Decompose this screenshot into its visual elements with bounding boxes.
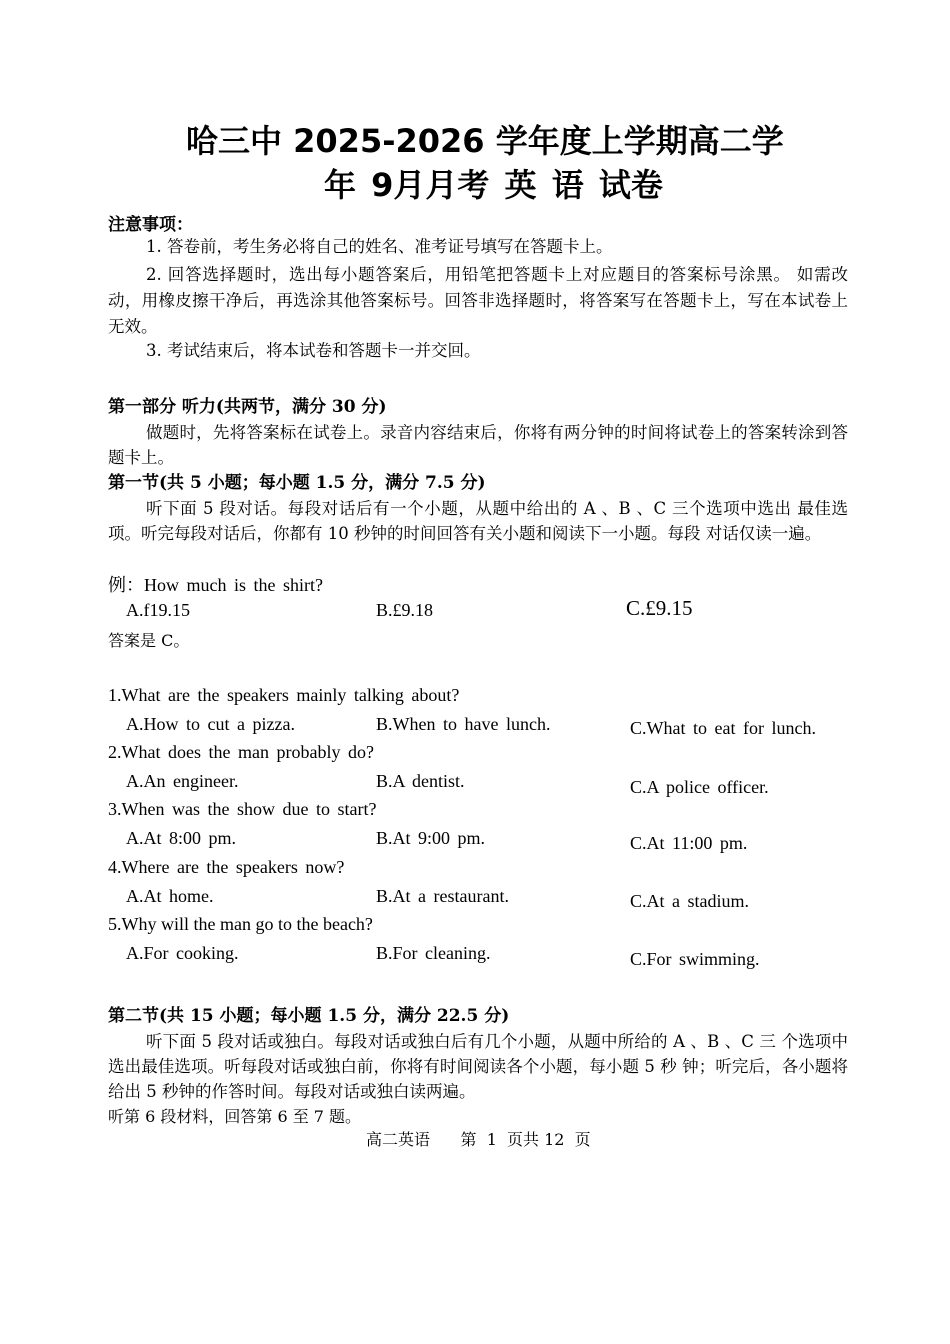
q5-option-a: A.For cooking. — [126, 943, 239, 963]
section1-instructions: 听下面 5 段对话。每段对话后有一个小题，从题中给出的 A 、B 、C 三个选项中选出 最佳选项。听完每段对话后，你都有 10 秒钟的时间回答有关小题和阅读下一小题。每段 对话仅读一遍。 — [108, 499, 848, 543]
notice-item-3: 3. 考试结束后，将本试卷和答题卡一并交回。 — [146, 341, 481, 360]
q2-option-c: C.A police officer. — [630, 777, 769, 797]
example-answer: 答案是 C。 — [108, 631, 190, 650]
q3-option-c: C.At 11:00 pm. — [630, 833, 748, 853]
q3-option-a: A.At 8:00 pm. — [126, 828, 237, 848]
example-option-b: B.£9.18 — [376, 600, 434, 620]
exam-title-line1: 哈三中 2025-2026 学年度上学期高二学 — [186, 122, 784, 160]
question-5: 5.Why will the man go to the beach? — [108, 914, 373, 934]
part1-intro: 做题时，先将答案标在试卷上。录音内容结束后，你将有两分钟的时间将试卷上的答案转涂到答题卡上。 — [108, 423, 848, 467]
example-option-c: C.£9.15 — [626, 596, 693, 620]
q5-option-c: C.For swimming. — [630, 949, 760, 969]
notice-item-1: 1. 答卷前，考生务必将自己的姓名、准考证号填写在答题卡上。 — [146, 237, 613, 256]
q2-option-b: B.A dentist. — [376, 771, 465, 791]
part1-heading: 第一部分 听力(共两节，满分 30 分) — [108, 397, 387, 417]
q5-option-b: B.For cleaning. — [376, 943, 491, 963]
section2-lead: 听第 6 段材料，回答第 6 至 7 题。 — [108, 1107, 362, 1126]
exam-title-line2: 年 9月月考 英 语 试卷 — [324, 166, 663, 204]
q1-option-c: C.What to eat for lunch. — [630, 718, 816, 738]
question-1: 1.What are the speakers mainly talking about? — [108, 685, 460, 705]
q2-option-a: A.An engineer. — [126, 771, 239, 791]
example-option-a: A.f19.15 — [126, 600, 190, 620]
section2-instructions: 听下面 5 段对话或独白。每段对话或独白后有几个小题，从题中所给的 A 、B 、C 三 个选项中选出最佳选项。听每段对话或独白前，你将有时间阅读各个小题，每小题 5 秒 钟；听完后，各小题将给出 5 秒钟的作答时间。每段对话或独白读两遍。 — [108, 1032, 848, 1101]
question-4: 4.Where are the speakers now? — [108, 857, 345, 877]
page-footer: 高二英语 第 1 页共 12 页 — [366, 1130, 591, 1149]
q4-option-b: B.At a restaurant. — [376, 886, 509, 906]
q1-option-b: B.When to have lunch. — [376, 714, 551, 734]
notice-item-2: 2. 回答选择题时，选出每小题答案后，用铅笔把答题卡上对应题目的答案标号涂黑。 如需改动，用橡皮擦干净后，再选涂其他答案标号。回答非选择题时，将答案写在答题卡上，写在本试卷上无效。 — [108, 265, 848, 336]
question-3: 3.When was the show due to start? — [108, 799, 377, 819]
section2-heading: 第二节(共 15 小题；每小题 1.5 分，满分 22.5 分) — [108, 1006, 510, 1026]
section1-heading: 第一节(共 5 小题；每小题 1.5 分，满分 7.5 分) — [108, 473, 486, 493]
q3-option-b: B.At 9:00 pm. — [376, 828, 486, 848]
notice-heading: 注意事项： — [108, 215, 193, 235]
question-2: 2.What does the man probably do? — [108, 742, 374, 762]
q4-option-c: C.At a stadium. — [630, 891, 749, 911]
q4-option-a: A.At home. — [126, 886, 214, 906]
example-question: 例：How much is the shirt? — [108, 575, 323, 595]
q1-option-a: A.How to cut a pizza. — [126, 714, 295, 734]
